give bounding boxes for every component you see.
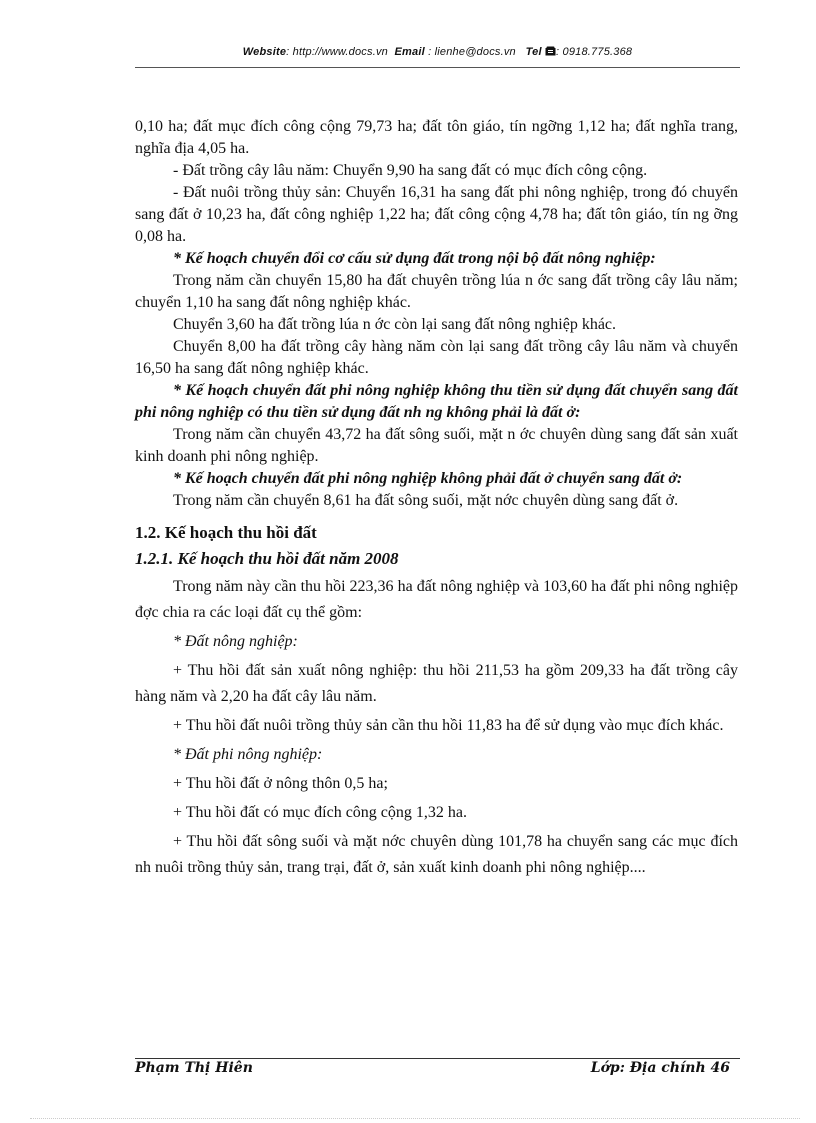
header-divider [135,67,740,68]
paragraph: + Thu hồi đất sông suối và mặt nớc chuyên dùng 101,78 ha chuyển sang các mục đích nh nuôi trồng thủy sản, trang trại, đất ở, sản xuất kinh doanh phi nông nghiệp.... [135,833,738,876]
paragraph: Trong năm cần chuyển 15,80 ha đất chuyên trồng lúa n ớc sang đất trồng cây lâu năm; chuyển 1,10 ha sang đất nông nghiệp khác. [135,272,738,311]
paragraph: + Thu hồi đất sản xuất nông nghiệp: thu hồi 211,53 ha gồm 209,33 ha đất trồng cây hàng năm và 2,20 ha đất cây lâu năm. [135,662,738,705]
page-bottom-border [30,1118,800,1119]
paragraph: Trong năm cần chuyển 8,61 ha đất sông suối, mặt nớc chuyên dùng sang đất ở. [173,492,679,509]
page-header [135,46,740,59]
subheading: * Kế hoạch chuyển đổi cơ cấu sử dụng đất trong nội bộ đất nông nghiệp: [173,250,656,267]
section-heading: 1.2. Kế hoạch thu hồi đất [135,523,317,542]
paragraph: Trong năm này cần thu hồi 223,36 ha đất nông nghiệp và 103,60 ha đất phi nông nghiệp đợc chia ra các loại đất cụ thể gồm: [135,578,738,621]
tel-label: Tel [525,46,542,58]
category-label: * Đất phi nông nghiệp: [173,746,323,763]
phone-icon [545,46,556,59]
website-value[interactable]: : http://www.docs.vn [286,46,388,58]
paragraph: - Đất nuôi trồng thủy sản: Chuyển 16,31 ha sang đất phi nông nghiệp, trong đó chuyển sang đất ở 10,23 ha, đất công nghiệp 1,22 ha; đất công cộng 4,78 ha; đất tôn giáo, tín ng ỡng 0,08 ha. [135,184,738,245]
paragraph: + Thu hồi đất có mục đích công cộng 1,32 ha. [173,804,467,821]
document-body [135,116,738,884]
paragraph: + Thu hồi đất nuôi trồng thủy sản cần thu hồi 11,83 ha để sử dụng vào mục đích khác. [173,717,724,734]
paragraph: - Đất trồng cây lâu năm: Chuyển 9,90 ha sang đất có mục đích công cộng. [173,162,648,179]
paragraph: Chuyển 3,60 ha đất trồng lúa n ớc còn lại sang đất nông nghiệp khác. [173,316,617,333]
paragraph: Chuyển 8,00 ha đất trồng cây hàng năm còn lại sang đất trồng cây lâu năm và chuyển 16,50 ha sang đất nông nghiệp khác. [135,338,738,377]
class-label: Lớp: Địa chính 46 [590,1060,730,1076]
subheading: * Kế hoạch chuyển đất phi nông nghiệp không thu tiền sử dụng đất chuyển sang đất phi nông nghiệp có thu tiền sử dụng đất nh ng không phải là đất ở: [135,382,738,421]
footer-divider [135,1058,740,1059]
paragraph: + Thu hồi đất ở nông thôn 0,5 ha; [173,775,388,792]
website-label: Website [242,46,287,58]
paragraph: 0,10 ha; đất mục đích công cộng 79,73 ha; đất tôn giáo, tín ngỡng 1,12 ha; đất nghĩa trang, nghĩa địa 4,05 ha. [135,118,738,157]
email-label: Email [394,46,425,58]
tel-value: : 0918.775.368 [556,46,633,58]
category-label: * Đất nông nghiệp: [173,633,298,650]
subsection-heading: 1.2.1. Kế hoạch thu hồi đất năm 2008 [135,549,399,568]
subheading: * Kế hoạch chuyển đất phi nông nghiệp không phải đất ở chuyển sang đất ở: [173,470,683,487]
paragraph: Trong năm cần chuyển 43,72 ha đất sông suối, mặt n ớc chuyên dùng sang đất sản xuất kinh doanh phi nông nghiệp. [135,426,738,465]
author-name: Phạm Thị Hiên [135,1060,253,1076]
email-value[interactable]: : lienhe@docs.vn [428,46,516,58]
